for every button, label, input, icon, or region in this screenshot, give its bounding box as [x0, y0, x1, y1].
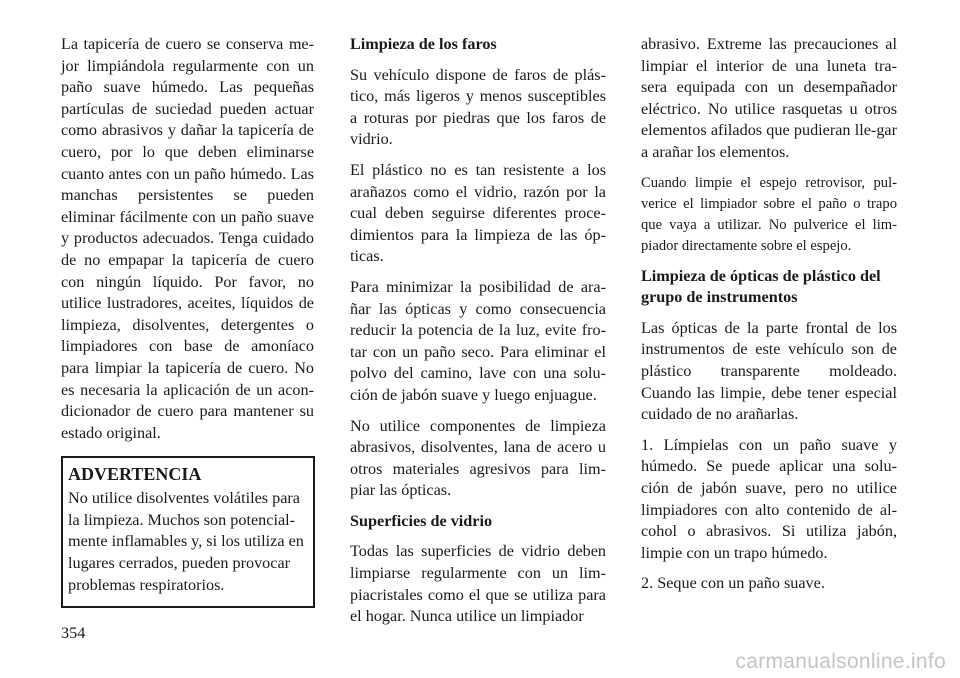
mirror-paragraph: Cuando limpie el espejo retrovisor, pul-verice el limpiador sobre el paño o trapo que vaya a utilizar. No pulverice el lim-piador directamente sobre el espejo.: [641, 174, 897, 254]
cluster-lens-paragraph: Las ópticas de la parte frontal de los instrumentos de este vehículo son de plástico transparente moldeado. Cuando las limpie, debe tener especial cuidado de no arañarlas.: [641, 318, 897, 424]
headlamp-paragraph-1: Su vehículo dispone de faros de plás-tico, más ligeros y menos susceptibles a roturas por piedras que los faros de vidrio.: [350, 65, 606, 149]
headlamp-paragraph-3: Para minimizar la posibilidad de ara-ñar las ópticas y como consecuencia reducir la potencia de la luz, evite fro-tar con un paño seco. Para eliminar el polvo del camino, lave con una solu-ción de jabón suave y luego enjuague.: [350, 277, 606, 404]
watermark: carmanualsonline.info: [735, 650, 946, 673]
step-2: 2. Seque con un paño suave.: [641, 574, 825, 593]
column-right: [641, 34, 897, 604]
leather-care-paragraph: La tapicería de cuero se conserva me-jor limpiándola regularmente con un paño suave húmedo. Las pequeñas partículas de suciedad pueden actuar como abrasivos y dañar la tapicería de cuero, por lo que deben eliminarse cuanto antes con un paño húmedo. Las manchas persistentes se pueden eliminar fácilmente con un paño suave y productos adecuados. Tenga cuidado de no empapar la tapicería de cuero con ningún líquido. Por favor, no utilice lustradores, aceites, líquidos de limpieza, disolventes, detergentes o limpiadores con base de amoníaco para limpiar la tapicería de cuero. No es necesaria la aplicación de un acon-dicionador de cuero para mantener su estado original.: [61, 35, 314, 442]
column-left: [61, 34, 314, 608]
column-middle: [350, 34, 606, 637]
headlamp-cleaning-heading: Limpieza de los faros: [350, 35, 497, 53]
page-number: 354: [61, 624, 86, 642]
warning-box: [61, 456, 315, 608]
glass-surfaces-heading: Superficies de vidrio: [350, 511, 493, 530]
step-1: 1. Límpielas con un paño suave y húmedo. Se puede aplicar una solu-ción de jabón suave, pero no utilice limpiadores con alto contenido de al-cohol o abrasivos. Si utiliza jabón, limpie con un trapo húmedo.: [641, 435, 897, 562]
warning-text: No utilice disolventes volátiles para la limpieza. Muchos son potencial-mente inflamables y, si los utiliza en lugares cerrados, pueden provocar problemas respiratorios.: [68, 489, 304, 594]
glass-paragraph-1: Todas las superficies de vidrio deben limpiarse regularmente con un lim-piacristales como el que se utiliza para el hogar. Nunca utilice un limpiador: [350, 542, 606, 626]
headlamp-paragraph-4: No utilice componentes de limpieza abrasivos, disolventes, lana de acero u otros materiales agresivos para lim-piar las ópticas.: [350, 416, 606, 500]
headlamp-paragraph-2: El plástico no es tan resistente a los arañazos como el vidrio, razón por la cual deben seguirse diferentes proce-dimientos para la limpieza de las óp-ticas.: [350, 160, 606, 266]
glass-paragraph-2: abrasivo. Extreme las precauciones al limpiar el interior de una luneta tra-sera equipada con un desempañador eléctrico. No utilice rasquetas u otros elementos afilados que pudieran lle-gar a arañar los elementos.: [641, 35, 897, 161]
cluster-lens-heading: Limpieza de ópticas de plástico del grupo de instrumentos: [641, 266, 881, 307]
warning-title: ADVERTENCIA: [68, 464, 202, 485]
